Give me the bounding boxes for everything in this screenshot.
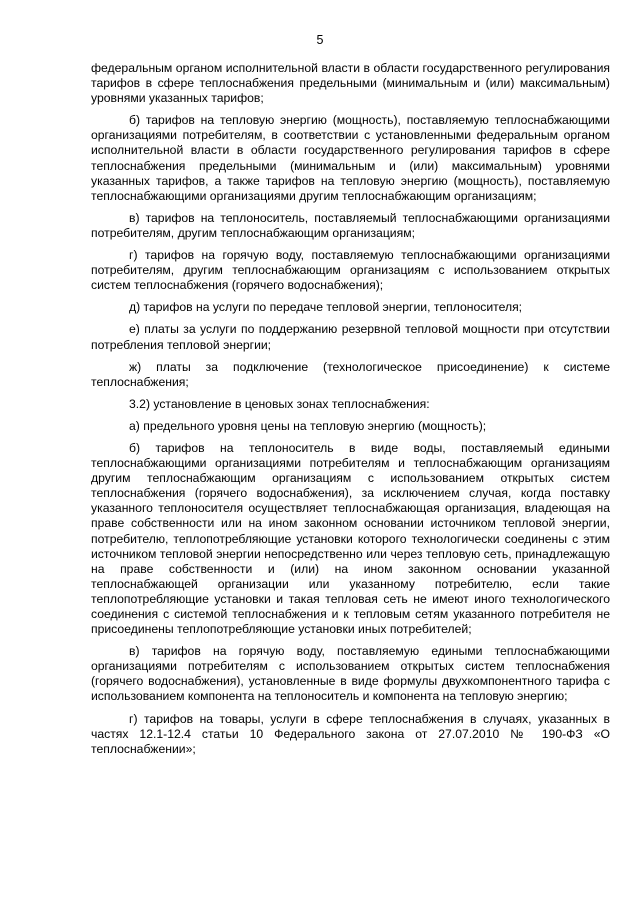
paragraph-continuation: федеральным органом исполнительной власти в области государственного регулирования тарифов в сфере теплоснабжения предельными (минимальным и (или) максимальным) уровнями указанных тарифов; bbox=[91, 61, 610, 106]
paragraph-item-b: б) тарифов на тепловую энергию (мощность), поставляемую теплоснабжающими организациями потребителям, в соответствии с установленными федеральным органом исполнительной власти в области государственного регулирования тарифов в сфере теплоснабжения предельными (минимальным и (или) максимальным) уровнями указанных тарифов, а также тарифов на тепловую энергию (мощность), поставляемую теплоснабжающими организациями другим теплоснабжающим организациям; bbox=[91, 113, 610, 203]
page-number: 5 bbox=[316, 33, 324, 47]
paragraph-item-e: е) платы за услуги по поддержанию резервной тепловой мощности при отсутствии потребления тепловой энергии; bbox=[91, 322, 610, 352]
paragraph-section-3-2-item-a: а) предельного уровня цены на тепловую энергию (мощность); bbox=[129, 418, 487, 433]
paragraph-section-3-2-item-b: б) тарифов на теплоноситель в виде воды, поставляемый едиными теплоснабжающими организациями потребителям и теплоснабжающим организациям другим теплоснабжающим организациям с использованием открытых систем теплоснабжения (горячего водоснабжения), за исключением случая, когда поставку указанного теплоносителя осуществляет теплоснабжающая организация, владеющая на праве собственности или на ином законном основании источником тепловой энергии, потребителю, теплопотребляющие установки которого технологически соединены с этим источником тепловой энергии непосредственно или через тепловую сеть, принадлежащую на праве собственности и (или) на ином законном основании указанной теплоснабжающей организации или указанному потребителю, если такие теплопотребляющие установки и такая тепловая сеть не имеют иного технологического соединения с системой теплоснабжения и к тепловым сетям указанного потребителя не присоединены теплопотребляющие установки иных потребителей; bbox=[91, 440, 610, 637]
paragraph-item-g: г) тарифов на горячую воду, поставляемую теплоснабжающими организациями потребителям, другим теплоснабжающим организациям с использованием открытых систем теплоснабжения (горячего водоснабжения); bbox=[91, 248, 610, 293]
paragraph-item-d: д) тарифов на услуги по передаче тепловой энергии, теплоносителя; bbox=[129, 300, 523, 315]
paragraph-item-v: в) тарифов на теплоноситель, поставляемый теплоснабжающими организациями потребителям, другим теплоснабжающим организациям; bbox=[91, 210, 610, 240]
paragraph-item-zh: ж) платы за подключение (технологическое присоединение) к системе теплоснабжения; bbox=[91, 359, 610, 389]
document-body bbox=[91, 61, 610, 764]
paragraph-section-3-2: 3.2) установление в ценовых зонах теплоснабжения: bbox=[129, 396, 430, 411]
paragraph-section-3-2-item-g: г) тарифов на товары, услуги в сфере теплоснабжения в случаях, указанных в частях 12.1-12.4 статьи 10 Федерального закона от 27.07.2010 № 190-ФЗ «О теплоснабжении»; bbox=[91, 711, 610, 756]
paragraph-section-3-2-item-v: в) тарифов на горячую воду, поставляемую едиными теплоснабжающими организациями потребителям с использованием открытых систем теплоснабжения (горячего водоснабжения), установленные в виде формулы двухкомпонентного тарифа с использованием компонента на теплоноситель и компонента на тепловую энергию; bbox=[91, 644, 610, 704]
